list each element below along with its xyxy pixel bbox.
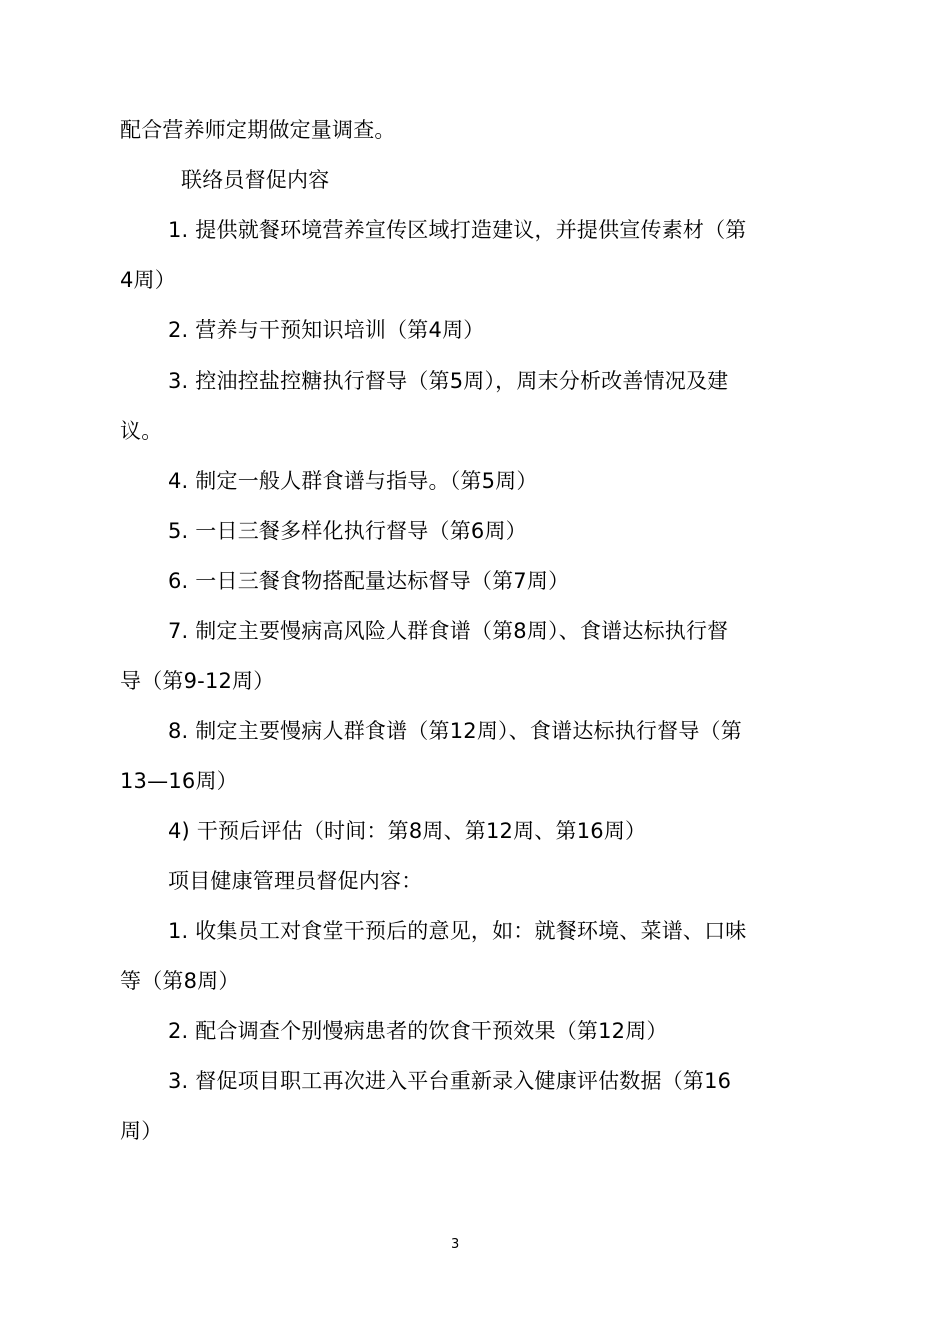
list-item-5: 5. 一日三餐多样化执行督导（第6周） bbox=[168, 519, 527, 543]
section-heading-liaison: 联络员督促内容 bbox=[181, 168, 330, 192]
section-heading-evaluation: 4) 干预后评估（时间：第8周、第12周、第16周） bbox=[168, 819, 647, 843]
list-item-manager-1: 1. 收集员工对食堂干预后的意见，如：就餐环境、菜谱、口味 bbox=[168, 919, 747, 943]
continuation-line: 配合营养师定期做定量调查。 bbox=[120, 118, 396, 142]
list-item-manager-1-continuation: 等（第8周） bbox=[120, 969, 240, 993]
list-item-8: 8. 制定主要慢病人群食谱（第12周）、食谱达标执行督导（第 bbox=[168, 719, 742, 743]
list-item-1-continuation: 4周） bbox=[120, 268, 176, 292]
list-item-3-continuation: 议。 bbox=[120, 419, 163, 443]
section-heading-health-manager: 项目健康管理员督促内容： bbox=[168, 869, 423, 893]
page-number: 3 bbox=[451, 1237, 460, 1252]
list-item-7-continuation: 导（第9-12周） bbox=[120, 669, 275, 693]
list-item-2: 2. 营养与干预知识培训（第4周） bbox=[168, 318, 485, 342]
list-item-manager-3-continuation: 周） bbox=[120, 1119, 163, 1143]
list-item-8-continuation: 13—16周） bbox=[120, 769, 238, 793]
list-item-manager-3: 3. 督促项目职工再次进入平台重新录入健康评估数据（第16 bbox=[168, 1069, 732, 1093]
list-item-4: 4. 制定一般人群食谱与指导。（第5周） bbox=[168, 469, 538, 493]
list-item-1: 1. 提供就餐环境营养宣传区域打造建议，并提供宣传素材（第 bbox=[168, 218, 747, 242]
list-item-7: 7. 制定主要慢病高风险人群食谱（第8周）、食谱达标执行督 bbox=[168, 619, 729, 643]
list-item-6: 6. 一日三餐食物搭配量达标督导（第7周） bbox=[168, 569, 570, 593]
list-item-3: 3. 控油控盐控糖执行督导（第5周），周末分析改善情况及建 bbox=[168, 369, 729, 393]
list-item-manager-2: 2. 配合调查个别慢病患者的饮食干预效果（第12周） bbox=[168, 1019, 668, 1043]
